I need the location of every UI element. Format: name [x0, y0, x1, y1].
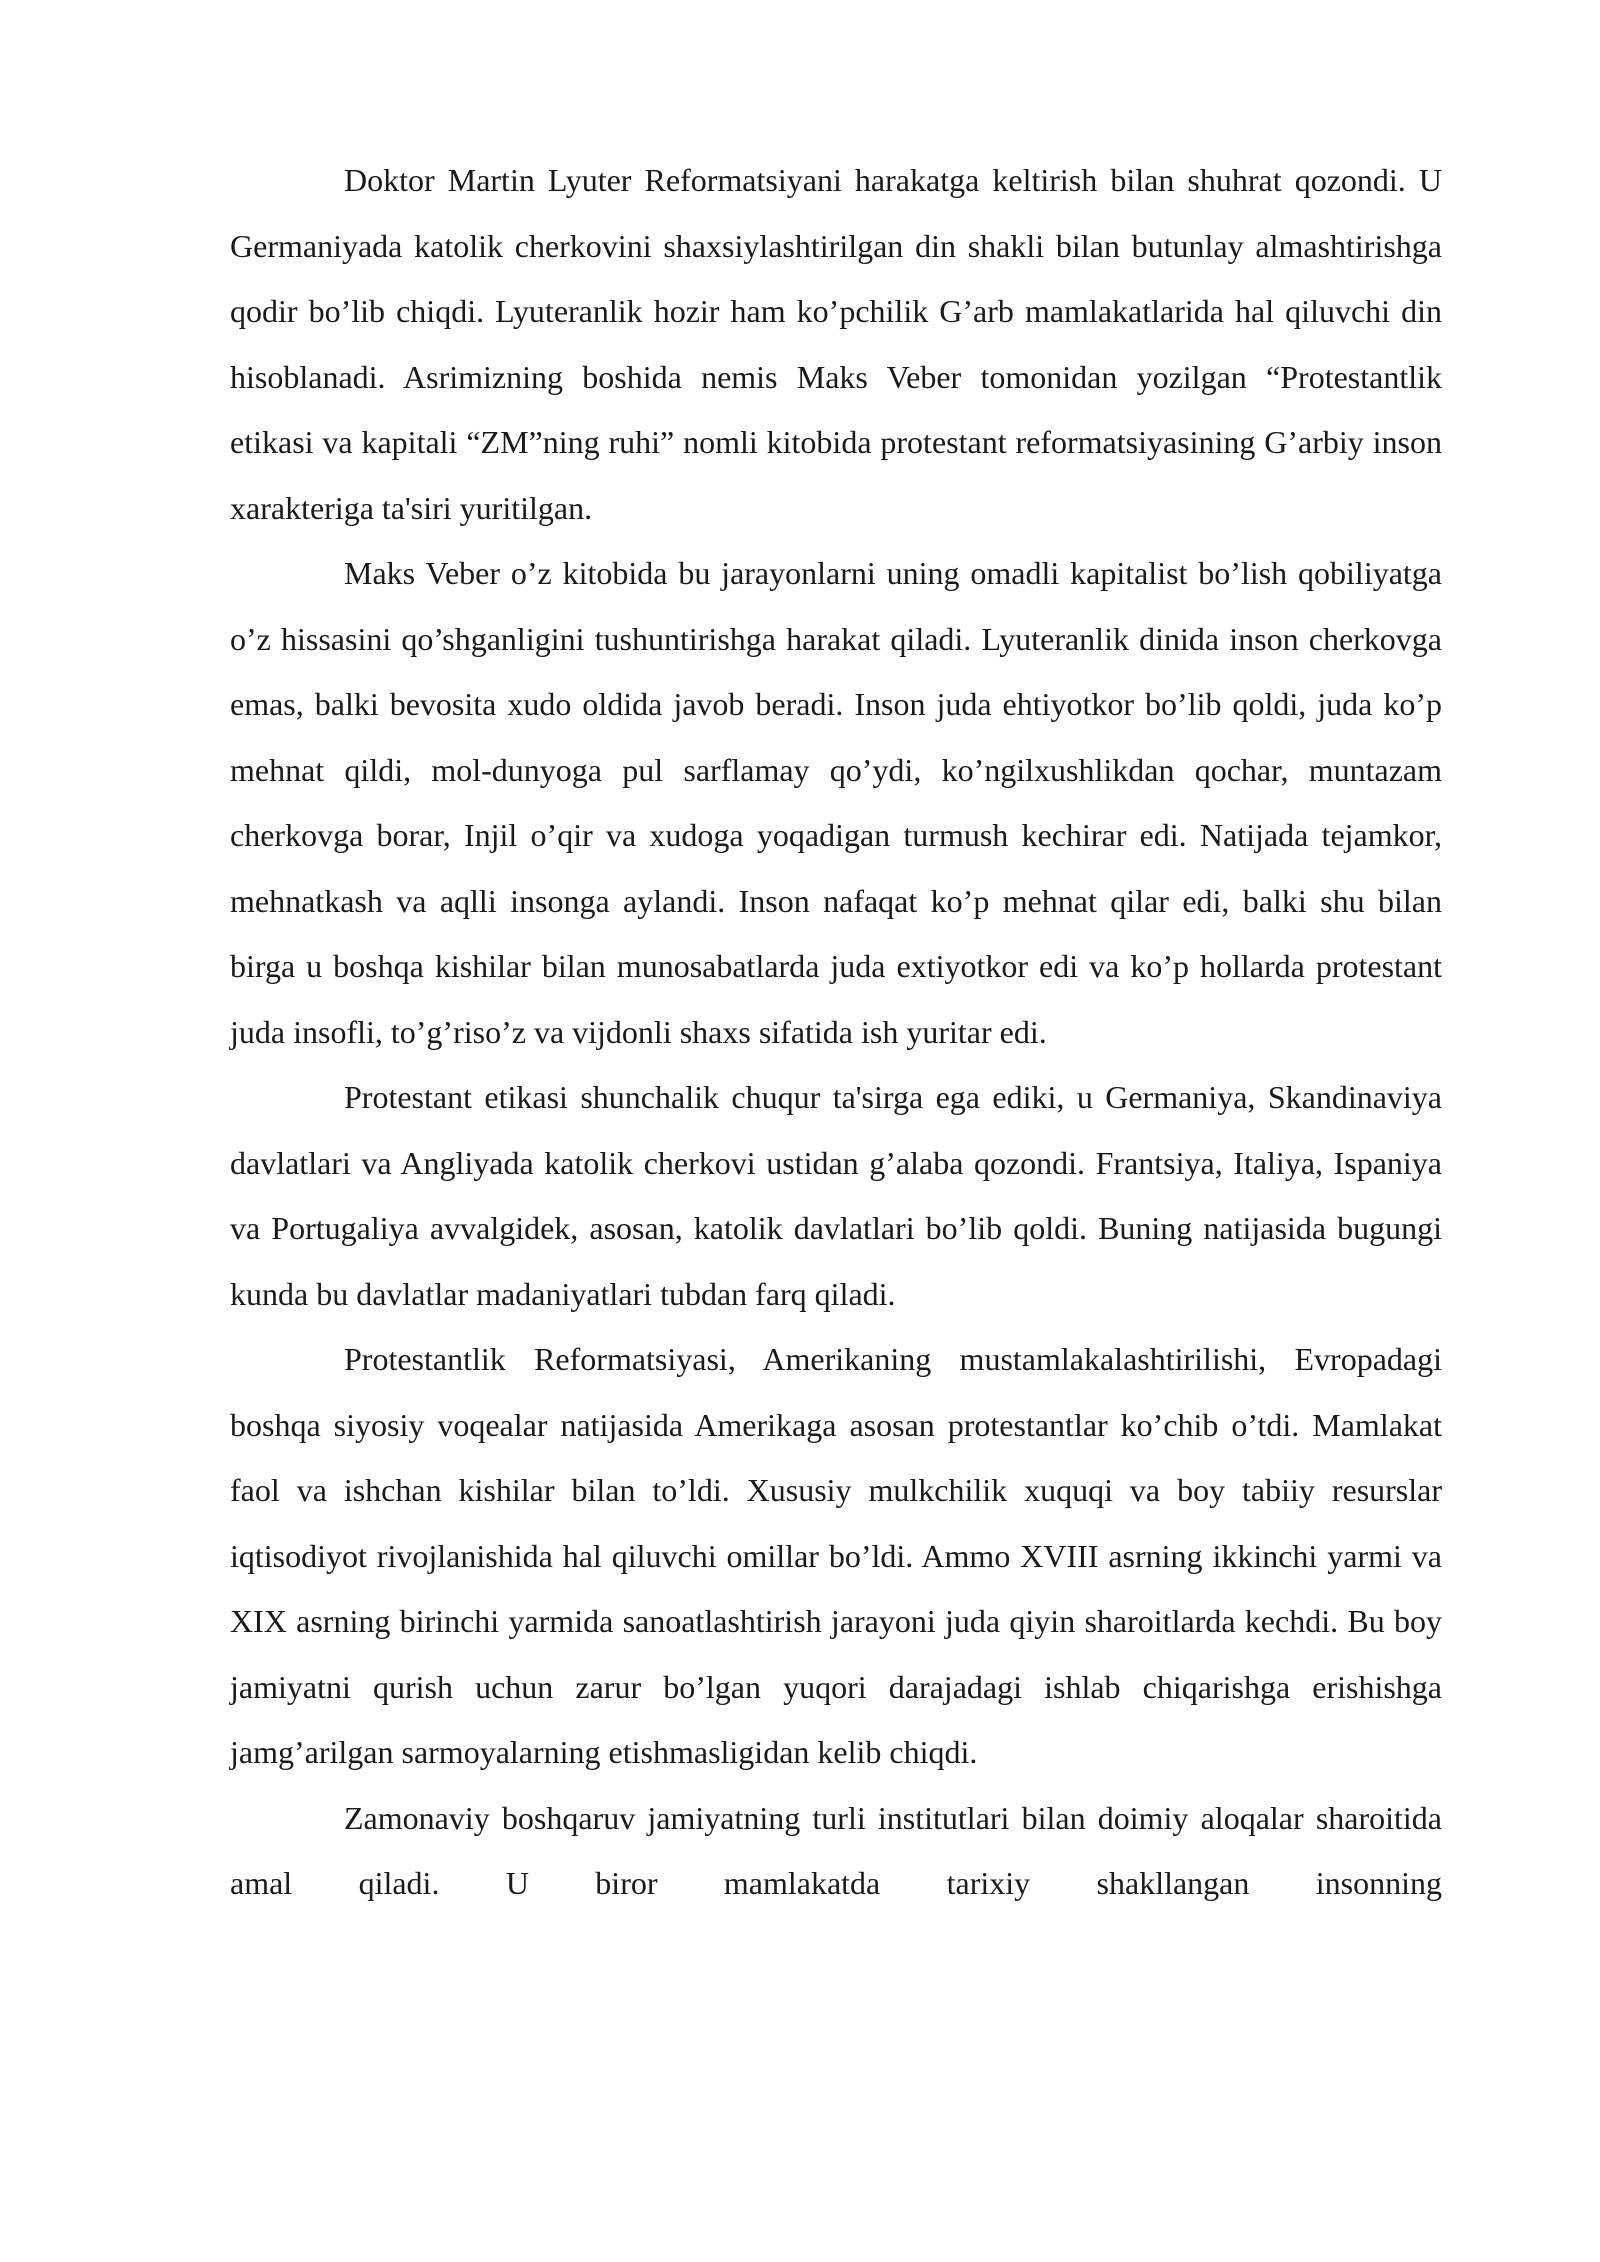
- paragraph-weber-book: Maks Veber o’z kitobida bu jarayonlarni uning omadli kapitalist bo’lish qobiliyatga o’z hissasini qo’shganligini tushuntirishga harakat qiladi. Lyuteranlik dinida inson cherkovga emas, balki bevosita xudo oldida javob beradi. Inson juda ehtiyotkor bo’lib qoldi, juda ko’p mehnat qildi, mol-dunyoga pul sarflamay qo’ydi, ko’ngilxushlikdan qochar, muntazam cherkovga borar, Injil o’qir va xudoga yoqadigan turmush kechirar edi. Natijada tejamkor, mehnatkash va aqlli insonga aylandi. Inson nafaqat ko’p mehnat qilar edi, balki shu bilan birga u boshqa kishilar bilan munosabatlarda juda extiyotkor edi va ko’p hollarda protestant juda insofli, to’g’riso’z va vijdonli shaxs sifatida ish yuritar edi.: [230, 555, 1442, 1050]
- paragraph-luther-reformation: Doktor Martin Lyuter Reformatsiyani harakatga keltirish bilan shuhrat qozondi. U Germaniyada katolik cherkovini shaxsiylashtirilgan din shakli bilan butunlay almashtirishga qodir bo’lib chiqdi. Lyuteranlik hozir ham ko’pchilik G’arb mamlakatlarida hal qiluvchi din hisoblanadi. Asrimizning boshida nemis Maks Veber tomonidan yozilgan “Protestantlik etikasi va kapitali “ZM”ning ruhi” nomli kitobida protestant reformatsiyasining G’arbiy inson xarakteriga ta'siri yuritilgan.: [230, 162, 1442, 526]
- paragraph-modern-management: Zamonaviy boshqaruv jamiyatning turli institutlari bilan doimiy aloqalar sharoitida amal qiladi. U biror mamlakatda tarixiy shakllangan insonning: [230, 1799, 1442, 1901]
- paragraph-america-industrialization: Protestantlik Reformatsiyasi, Amerikaning mustamlakalashtirilishi, Evropadagi boshqa siyosiy voqealar natijasida Amerikaga asosan protestantlar ko’chib o’tdi. Mamlakat faol va ishchan kishilar bilan to’ldi. Xususiy mulkchilik xuquqi va boy tabiiy resurslar iqtisodiyot rivojlanishida hal qiluvchi omillar bo’ldi. Ammo XVIII asrning ikkinchi yarmi va XIX asrning birinchi yarmida sanoatlashtirish jarayoni juda qiyin sharoitlarda kechdi. Bu boy jamiyatni qurish uchun zarur bo’lgan yuqori darajadagi ishlab chiqarishga erishishga jamg’arilgan sarmoyalarning etishmasligidan kelib chiqdi.: [230, 1341, 1442, 1770]
- document-page: [230, 148, 1442, 1917]
- paragraph-protestant-ethic: Protestant etikasi shunchalik chuqur ta'sirga ega ediki, u Germaniya, Skandinaviya davlatlari va Angliyada katolik cherkovi ustidan g’alaba qozondi. Frantsiya, Italiya, Ispaniya va Portugaliya avvalgidek, asosan, katolik davlatlari bo’lib qoldi. Buning natijasida bugungi kunda bu davlatlar madaniyatlari tubdan farq qiladi.: [230, 1079, 1442, 1312]
